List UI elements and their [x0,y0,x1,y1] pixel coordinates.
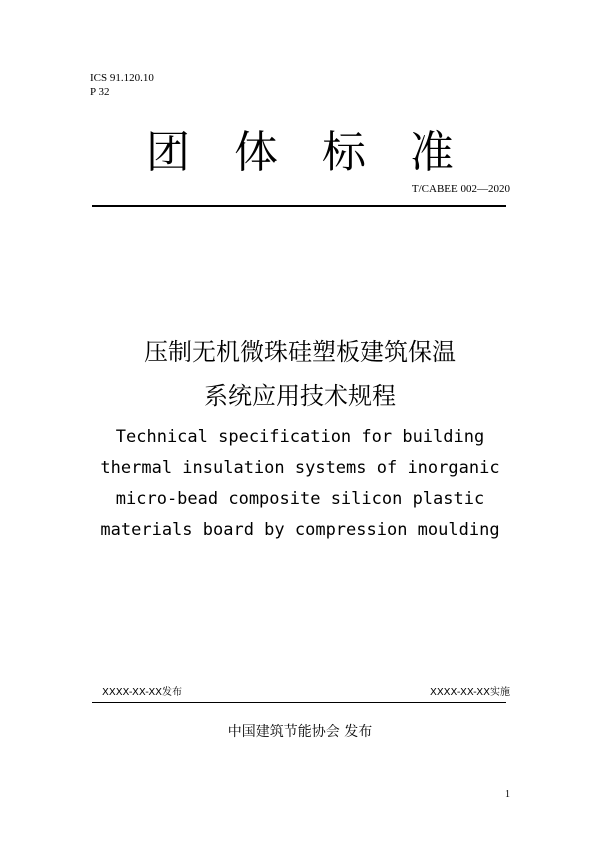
standard-type-heading: 团体标准 [146,127,498,178]
header-divider [92,205,506,207]
footer-divider [92,702,506,703]
publisher: 中国建筑节能协会 发布 [227,724,373,740]
title-english: Technical specification for building thermal insulation systems of inorganic micro-bead composite silicon plastic materials board by compression moulding [100,427,500,540]
title-chinese-line-1: 压制无机微珠硅塑板建筑保温 [144,338,456,366]
implementation-date: XXXX-XX-XX实施 [429,687,510,698]
title-chinese [0,330,600,418]
title-chinese-line-2: 系统应用技术规程 [204,382,396,410]
page-number: 1 [505,789,510,800]
standard-number: T/CABEE 002—2020 [411,183,510,195]
ics-code: ICS 91.120.10 [90,72,154,84]
issue-date: XXXX-XX-XX发布 [102,687,183,698]
classification-code: P 32 [90,86,110,98]
